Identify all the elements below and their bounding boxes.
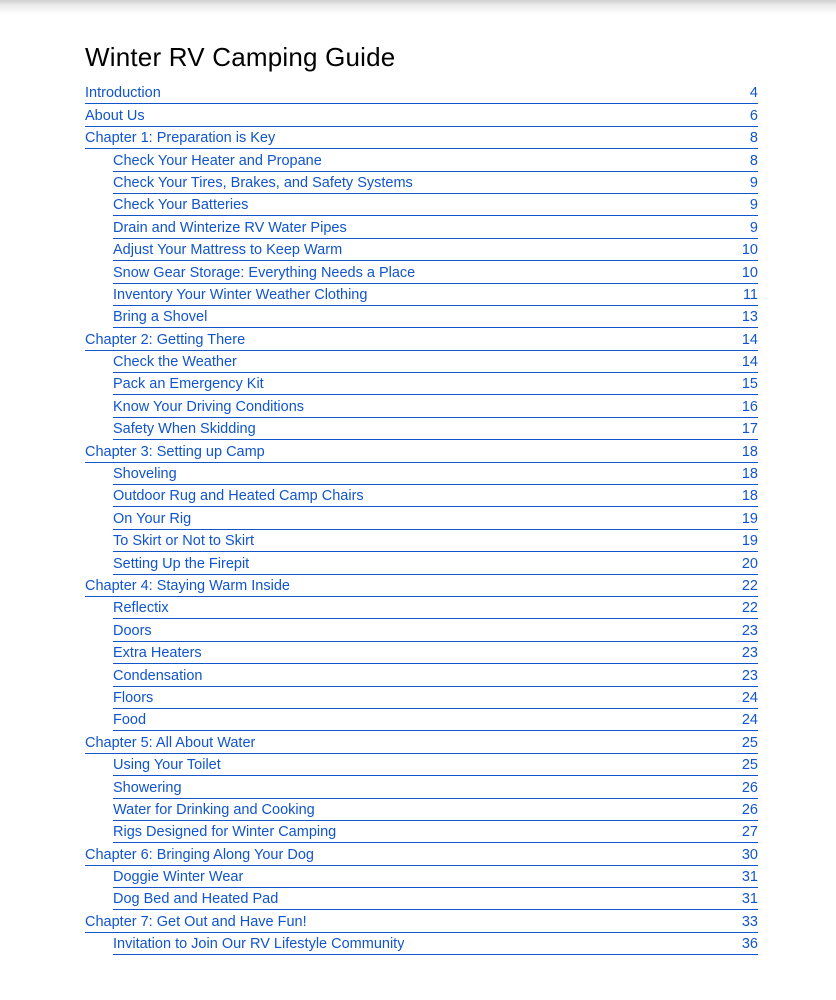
toc-entry-link[interactable] [85, 910, 758, 932]
toc-entry-label: Check the Weather [113, 354, 237, 371]
toc-entry-page-number: 25 [741, 757, 758, 774]
toc-entry-link[interactable] [113, 284, 758, 306]
toc-entry-page-number: 20 [741, 555, 758, 572]
toc-entry-label: Doggie Winter Wear [113, 869, 244, 886]
toc-entry-label: Floors [113, 689, 154, 706]
toc-entry-label: Setting Up the Firepit [113, 555, 250, 572]
toc-entry-link[interactable] [113, 552, 758, 574]
toc-entry-page-number: 9 [749, 219, 758, 236]
toc-entry-link[interactable] [113, 776, 758, 798]
toc-entry-page-number: 10 [741, 264, 758, 281]
toc-entry-link[interactable] [113, 754, 758, 776]
toc-entry-link[interactable] [85, 127, 758, 149]
toc-entry-label: Extra Heaters [113, 645, 202, 662]
toc-entry-link[interactable] [113, 418, 758, 440]
toc-entry-page-number: 9 [749, 174, 758, 191]
toc-entry-page-number: 36 [741, 936, 758, 953]
toc-entry-page-number: 13 [741, 309, 758, 326]
toc-entry-label: About Us [85, 107, 145, 124]
toc-entry-link[interactable] [113, 261, 758, 283]
toc-entry-label: Water for Drinking and Cooking [113, 801, 315, 818]
toc-entry-label: Inventory Your Winter Weather Clothing [113, 286, 368, 303]
toc-entry-label: Showering [113, 779, 182, 796]
toc-entry-page-number: 23 [741, 667, 758, 684]
toc-entry-label: Using Your Toilet [113, 757, 221, 774]
toc-entry-page-number: 14 [741, 331, 758, 348]
toc-entry-link[interactable] [85, 575, 758, 597]
toc-entry-link[interactable] [85, 104, 758, 126]
toc-entry-page-number: 17 [741, 421, 758, 438]
toc-entry-link[interactable] [113, 687, 758, 709]
toc-entry-page-number: 27 [741, 824, 758, 841]
toc-entry-link[interactable] [113, 172, 758, 194]
toc-entry-page-number: 4 [749, 85, 758, 102]
toc-entry-label: Rigs Designed for Winter Camping [113, 824, 337, 841]
toc-entry-link[interactable] [85, 328, 758, 350]
toc-entry-link[interactable] [85, 82, 758, 104]
toc-entry-label: To Skirt or Not to Skirt [113, 533, 255, 550]
toc-entry-page-number: 25 [741, 734, 758, 751]
toc-entry-link[interactable] [113, 395, 758, 417]
toc-entry-link[interactable] [85, 440, 758, 462]
toc-entry-link[interactable] [113, 597, 758, 619]
toc-entry-label: Shoveling [113, 466, 177, 483]
toc-entry-page-number: 26 [741, 801, 758, 818]
toc-entry-link[interactable] [85, 731, 758, 753]
toc-entry-label: Snow Gear Storage: Everything Needs a Place [113, 264, 416, 281]
toc-entry-page-number: 26 [741, 779, 758, 796]
toc-entry-label: Chapter 1: Preparation is Key [85, 130, 276, 147]
toc-entry-label: Pack an Emergency Kit [113, 376, 264, 393]
toc-entry-page-number: 16 [741, 398, 758, 415]
toc-entry-label: Outdoor Rug and Heated Camp Chairs [113, 488, 364, 505]
toc-entry-page-number: 19 [741, 533, 758, 550]
toc-entry-page-number: 33 [741, 913, 758, 930]
toc-entry-label: Adjust Your Mattress to Keep Warm [113, 242, 343, 259]
toc-entry-link[interactable] [113, 194, 758, 216]
toc-entry-label: Chapter 6: Bringing Along Your Dog [85, 846, 314, 863]
toc-entry-label: Introduction [85, 85, 161, 102]
toc-entry-label: Chapter 2: Getting There [85, 331, 246, 348]
toc-entry-page-number: 24 [741, 689, 758, 706]
toc-entry-label: Bring a Shovel [113, 309, 208, 326]
toc-entry-page-number: 24 [741, 712, 758, 729]
toc-entry-page-number: 8 [749, 130, 758, 147]
toc-entry-link[interactable] [113, 888, 758, 910]
toc-entry-page-number: 19 [741, 510, 758, 527]
toc-entry-link[interactable] [113, 933, 758, 955]
toc-entry-label: Drain and Winterize RV Water Pipes [113, 219, 347, 236]
toc-entry-page-number: 11 [742, 286, 758, 303]
toc-entry-page-number: 22 [741, 600, 758, 617]
toc-entry-link[interactable] [113, 799, 758, 821]
toc-entry-page-number: 23 [741, 622, 758, 639]
toc-entry-link[interactable] [113, 530, 758, 552]
toc-entry-link[interactable] [113, 507, 758, 529]
toc-entry-link[interactable] [113, 351, 758, 373]
toc-entry-page-number: 23 [741, 645, 758, 662]
toc-entry-link[interactable] [113, 239, 758, 261]
toc-entry-page-number: 6 [749, 107, 758, 124]
toc-entry-page-number: 8 [749, 152, 758, 169]
toc-entry-link[interactable] [113, 463, 758, 485]
toc-entry-label: Check Your Heater and Propane [113, 152, 322, 169]
toc-entry-link[interactable] [113, 664, 758, 686]
toc-entry-page-number: 30 [741, 846, 758, 863]
toc-entry-page-number: 22 [741, 577, 758, 594]
toc-entry-link[interactable] [113, 149, 758, 171]
toc-entry-link[interactable] [113, 306, 758, 328]
toc-entry-link[interactable] [113, 642, 758, 664]
toc-entry-page-number: 31 [741, 891, 758, 908]
document-title: Winter RV Camping Guide [85, 42, 396, 72]
toc-entry-label: Food [113, 712, 147, 729]
toc-entry-link[interactable] [113, 821, 758, 843]
toc-entry-link[interactable] [113, 485, 758, 507]
toc-entry-page-number: 10 [741, 242, 758, 259]
toc-entry-label: Chapter 4: Staying Warm Inside [85, 577, 290, 594]
toc-entry-link[interactable] [113, 216, 758, 238]
toc-entry-link[interactable] [113, 866, 758, 888]
toc-entry-label: On Your Rig [113, 510, 192, 527]
toc-entry-link[interactable] [113, 619, 758, 641]
toc-entry-page-number: 15 [741, 376, 758, 393]
toc-entry-link[interactable] [85, 843, 758, 865]
toc-entry-link[interactable] [113, 709, 758, 731]
toc-entry-link[interactable] [113, 373, 758, 395]
toc-entry-page-number: 18 [741, 466, 758, 483]
toc-entry-page-number: 18 [741, 443, 758, 460]
toc-entry-label: Check Your Tires, Brakes, and Safety Systems [113, 174, 413, 191]
toc-entry-label: Chapter 3: Setting up Camp [85, 443, 265, 460]
toc-entry-label: Check Your Batteries [113, 197, 249, 214]
toc-entry-label: Chapter 7: Get Out and Have Fun! [85, 913, 307, 930]
toc-entry-page-number: 14 [741, 354, 758, 371]
toc-entry-label: Reflectix [113, 600, 169, 617]
toc-entry-label: Safety When Skidding [113, 421, 256, 438]
table-of-contents [85, 82, 758, 955]
toc-entry-label: Know Your Driving Conditions [113, 398, 305, 415]
toc-entry-page-number: 18 [741, 488, 758, 505]
toc-entry-page-number: 31 [741, 869, 758, 886]
toc-entry-page-number: 9 [749, 197, 758, 214]
toc-entry-label: Chapter 5: All About Water [85, 734, 256, 751]
toc-entry-label: Dog Bed and Heated Pad [113, 891, 279, 908]
toc-entry-label: Condensation [113, 667, 203, 684]
toc-entry-label: Doors [113, 622, 152, 639]
toc-entry-label: Invitation to Join Our RV Lifestyle Community [113, 936, 405, 953]
